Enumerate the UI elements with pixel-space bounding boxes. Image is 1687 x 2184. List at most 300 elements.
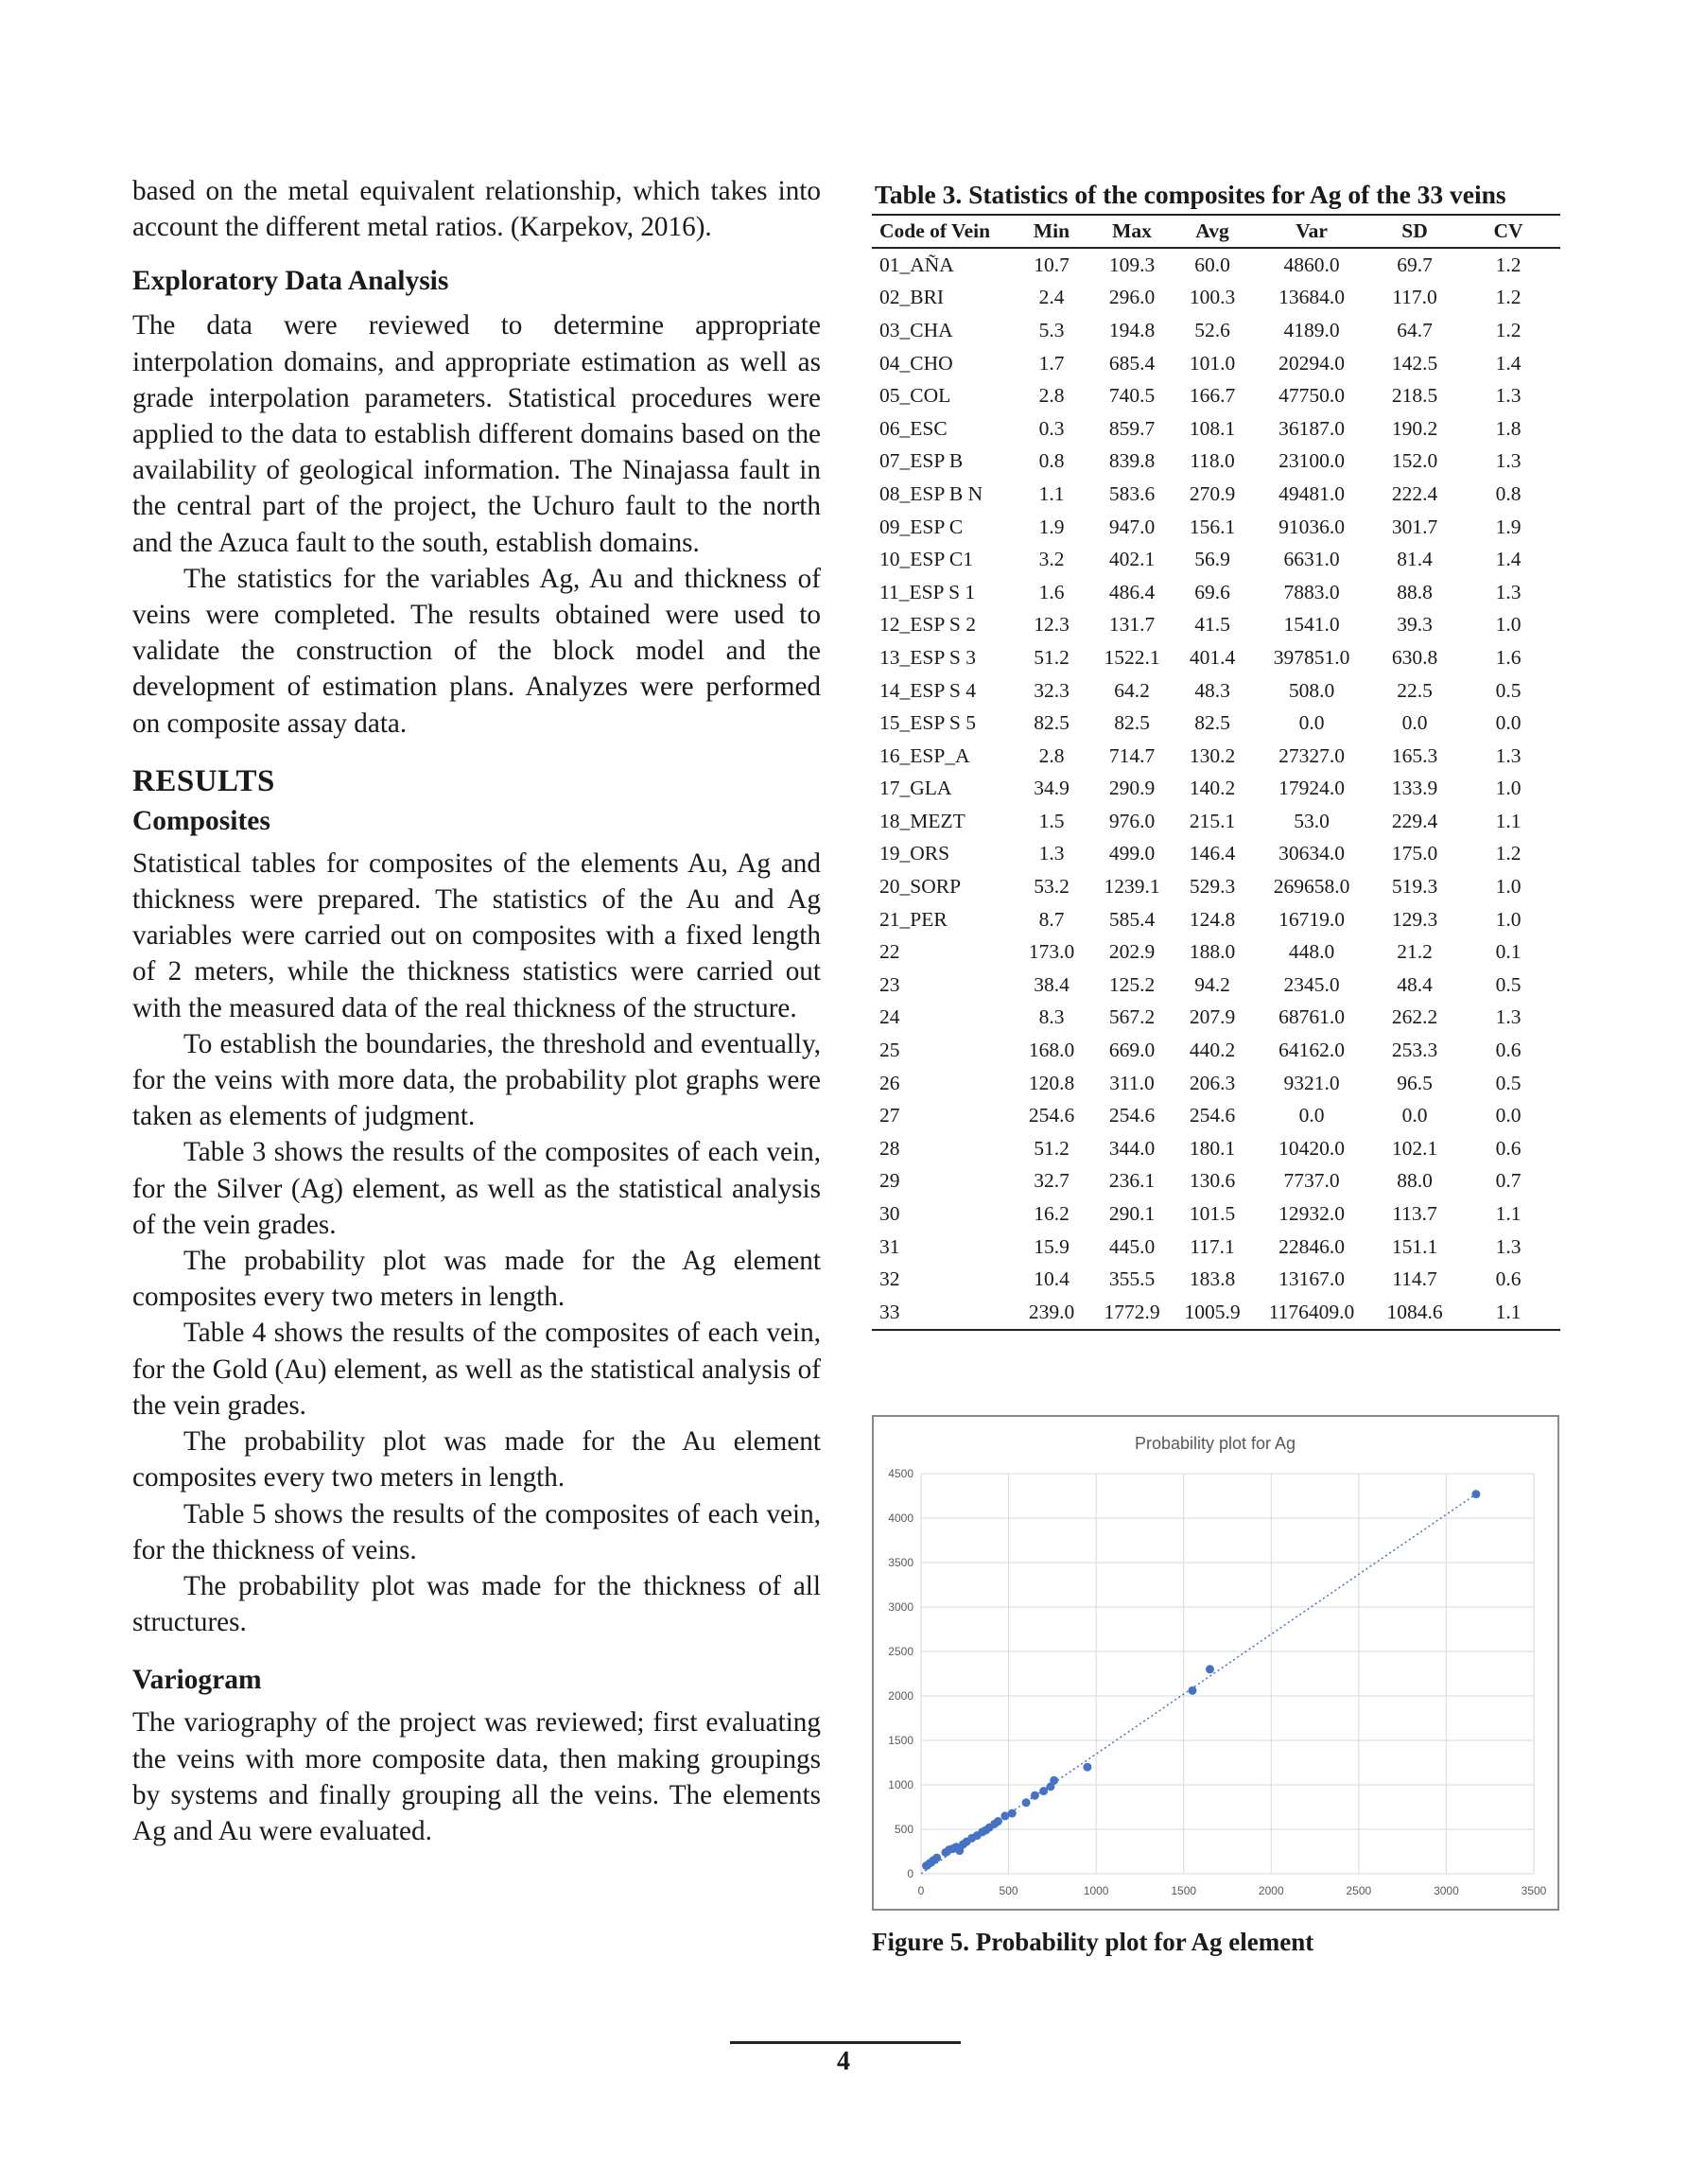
table-cell: 20294.0: [1278, 351, 1345, 375]
table-cell: 188.0: [1189, 940, 1236, 964]
table-cell: 194.8: [1108, 318, 1156, 341]
table-cell: 344.0: [1108, 1136, 1156, 1160]
table-cell: 13167.0: [1278, 1267, 1345, 1291]
table-row: [872, 870, 1560, 903]
table-cell: 1.2: [1495, 286, 1522, 309]
vein-code-cell: 30: [879, 1202, 900, 1226]
table-cell: 82.5: [1194, 711, 1230, 735]
table-body: [872, 248, 1560, 1330]
column-header: CV: [1456, 215, 1560, 248]
table-cell: 1084.6: [1373, 1296, 1456, 1330]
table-cell: 64162.0: [1278, 1039, 1345, 1062]
table-cell: 88.0: [1397, 1169, 1433, 1193]
probability-plot-chart: [874, 1417, 1557, 1909]
table-cell: 290.1: [1108, 1202, 1156, 1226]
table-cell: 1.1: [1038, 481, 1065, 505]
table-cell: 1772.9: [1089, 1296, 1174, 1330]
table-row: [872, 543, 1560, 576]
variogram-heading: Variogram: [132, 1665, 262, 1696]
table-3: [872, 180, 1560, 1331]
table-cell: 15.9: [1034, 1234, 1070, 1258]
table-cell: 0.6: [1495, 1136, 1522, 1160]
table-row: [872, 838, 1560, 871]
table-row: [872, 740, 1560, 773]
y-tick-label: 1000: [888, 1778, 913, 1791]
vein-code-cell: 17_GLA: [879, 777, 952, 800]
table-cell: 34.9: [1034, 777, 1070, 800]
intro-paragraph: based on the metal equivalent relationship, which takes into account the different metal ratios. (Karpekov, 2016).: [132, 176, 821, 243]
table-row: [872, 674, 1560, 708]
table-cell: 16719.0: [1278, 907, 1345, 931]
vein-code-cell: 06_ESC: [879, 416, 948, 440]
data-point: [1050, 1776, 1058, 1785]
table-cell: 47750.0: [1278, 384, 1345, 408]
table-cell: 96.5: [1397, 1071, 1433, 1094]
column-header: SD: [1373, 215, 1456, 248]
table-cell: 69.7: [1397, 253, 1433, 276]
table-row: [872, 1132, 1560, 1165]
table-cell: 1.3: [1495, 1234, 1522, 1258]
table-cell: 39.3: [1397, 613, 1433, 637]
table-cell: 1.6: [1038, 580, 1065, 603]
table-cell: 1.1: [1456, 1296, 1560, 1330]
table-cell: 1.1: [1495, 1202, 1522, 1226]
table-cell: 1.3: [1495, 580, 1522, 603]
vein-code-cell: 12_ESP S 2: [879, 613, 976, 637]
table-cell: 0.6: [1495, 1267, 1522, 1291]
table-cell: 567.2: [1108, 1005, 1156, 1029]
table-cell: 82.5: [1114, 711, 1150, 735]
vein-code-cell: 04_CHO: [879, 351, 953, 375]
table-cell: 239.0: [1014, 1296, 1089, 1330]
table-cell: 0.1: [1495, 940, 1522, 964]
table-cell: 173.0: [1028, 940, 1075, 964]
table-cell: 1.0: [1495, 777, 1522, 800]
x-tick-label: 3000: [1434, 1884, 1459, 1897]
table-cell: 129.3: [1391, 907, 1438, 931]
table-cell: 1.3: [1495, 1005, 1522, 1029]
table-cell: 685.4: [1108, 351, 1156, 375]
table-cell: 1005.9: [1174, 1296, 1250, 1330]
x-tick-label: 0: [917, 1884, 925, 1897]
y-tick-label: 4500: [888, 1467, 913, 1480]
table-cell: 32.7: [1034, 1169, 1070, 1193]
table-cell: 2.4: [1038, 286, 1065, 309]
x-axis-ticks: [918, 1884, 1547, 1897]
table-cell: 131.7: [1108, 613, 1156, 637]
y-tick-label: 1500: [888, 1734, 913, 1747]
table-cell: 22846.0: [1278, 1234, 1345, 1258]
vein-code-cell: 22: [879, 940, 900, 964]
table-cell: 859.7: [1108, 416, 1156, 440]
table-cell: 6631.0: [1283, 548, 1340, 571]
table-cell: 10.4: [1034, 1267, 1070, 1291]
vein-code-cell: 27: [879, 1104, 900, 1127]
y-tick-label: 0: [907, 1867, 913, 1880]
table-cell: 114.7: [1392, 1267, 1437, 1291]
table-cell: 117.1: [1190, 1234, 1235, 1258]
table-cell: 0.0: [1401, 1104, 1428, 1127]
table-cell: 669.0: [1108, 1039, 1156, 1062]
vein-code-cell: 02_BRI: [879, 286, 945, 309]
column-header: Code of Vein: [872, 215, 1014, 248]
eda-heading: Exploratory Data Analysis: [132, 266, 449, 297]
table-cell: 10420.0: [1278, 1136, 1345, 1160]
table-cell: 5.3: [1038, 318, 1065, 341]
table-row: [872, 773, 1560, 806]
vein-code-cell: 21_PER: [879, 907, 948, 931]
table-cell: 9321.0: [1283, 1071, 1340, 1094]
table-cell: 166.7: [1189, 384, 1236, 408]
table-cell: 108.1: [1189, 416, 1236, 440]
vein-code-cell: 09_ESP C: [879, 515, 964, 538]
vein-code-cell: 03_CHA: [879, 318, 953, 341]
vein-code-cell: 26: [879, 1071, 900, 1094]
table-cell: 168.0: [1028, 1039, 1075, 1062]
composites-heading: Composites: [132, 805, 270, 836]
y-tick-label: 500: [894, 1823, 913, 1836]
table-cell: 68761.0: [1278, 1005, 1345, 1029]
vein-code-cell: 31: [879, 1234, 900, 1258]
composites-paragraph-5: Table 4 shows the results of the composites of each vein, for the Gold (Au) element, as well as the statistical analysis of the vein grades.: [132, 1318, 821, 1421]
table-cell: 142.5: [1391, 351, 1438, 375]
table-cell: 23100.0: [1278, 449, 1345, 473]
footer-rule: [730, 2041, 961, 2044]
table-cell: 7883.0: [1283, 580, 1340, 603]
table-cell: 101.5: [1189, 1202, 1236, 1226]
x-tick-label: 1000: [1083, 1884, 1109, 1897]
vein-code-cell: 32: [879, 1267, 900, 1291]
table-cell: 1.3: [1495, 743, 1522, 767]
table-row: [872, 609, 1560, 642]
vein-code-cell: 25: [879, 1039, 900, 1062]
table-cell: 254.6: [1108, 1104, 1156, 1127]
table-cell: 91036.0: [1278, 515, 1345, 538]
vein-code-cell: 08_ESP B N: [879, 481, 983, 505]
table-cell: 202.9: [1108, 940, 1156, 964]
table-cell: 0.0: [1495, 1104, 1522, 1127]
table-cell: 117.0: [1392, 286, 1437, 309]
probability-plot-figure: [872, 1415, 1559, 1911]
x-tick-label: 3500: [1521, 1884, 1547, 1897]
table-cell: 180.1: [1189, 1136, 1236, 1160]
table-cell: 48.3: [1194, 678, 1230, 702]
table-cell: 4860.0: [1283, 253, 1340, 276]
table-cell: 1.3: [1495, 384, 1522, 408]
table-row: [872, 347, 1560, 380]
table-cell: 0.7: [1495, 1169, 1522, 1193]
table-cell: 585.4: [1108, 907, 1156, 931]
table-cell: 16.2: [1034, 1202, 1070, 1226]
table-cell: 88.8: [1397, 580, 1433, 603]
vein-code-cell: 07_ESP B: [879, 449, 964, 473]
table-cell: 207.9: [1189, 1005, 1236, 1029]
table-cell: 51.2: [1034, 1136, 1070, 1160]
table-cell: 48.4: [1397, 972, 1433, 996]
table-cell: 0.5: [1495, 1071, 1522, 1094]
table-cell: 41.5: [1194, 613, 1230, 637]
table-cell: 1.2: [1495, 842, 1522, 865]
vein-code-cell: 01_AÑA: [879, 253, 954, 276]
table-cell: 448.0: [1288, 940, 1335, 964]
composites-paragraph-1: Statistical tables for composites of the elements Au, Ag and thickness were prepared. The statistics of the Au and Ag variables were carried out on composites with a fixed length of 2 meters, while the thickness statistics were carried out with the measured data of the real thickness of the structure.: [132, 847, 821, 1023]
table-row: [872, 1197, 1560, 1231]
table-cell: 222.4: [1391, 481, 1438, 505]
table-cell: 519.3: [1391, 875, 1438, 899]
vein-code-cell: 10_ESP C1: [879, 548, 973, 571]
table-cell: 130.6: [1189, 1169, 1236, 1193]
table-row: [872, 412, 1560, 446]
table-cell: 56.9: [1194, 548, 1230, 571]
table-cell: 1.1: [1495, 809, 1522, 832]
table-row: [872, 248, 1560, 282]
table-cell: 1.5: [1038, 809, 1065, 832]
table-cell: 397851.0: [1273, 645, 1350, 669]
data-point: [1206, 1665, 1214, 1673]
table-cell: 51.2: [1034, 645, 1070, 669]
vein-code-cell: 18_MEZT: [879, 809, 965, 832]
table-cell: 0.5: [1495, 972, 1522, 996]
table-row: [872, 903, 1560, 936]
vein-code-cell: 28: [879, 1136, 900, 1160]
data-point: [1188, 1686, 1196, 1695]
table-cell: 0.0: [1298, 1104, 1325, 1127]
column-header: Var: [1250, 215, 1373, 248]
x-tick-label: 500: [999, 1884, 1018, 1897]
table-cell: 0.6: [1495, 1039, 1522, 1062]
y-tick-label: 3500: [888, 1556, 913, 1569]
table-cell: 146.4: [1189, 842, 1236, 865]
table-cell: 1.9: [1038, 515, 1065, 538]
table-row: [872, 1296, 1560, 1330]
table-row: [872, 576, 1560, 609]
table-cell: 229.4: [1391, 809, 1438, 832]
data-point: [994, 1817, 1002, 1826]
table-cell: 125.2: [1108, 972, 1156, 996]
table-cell: 156.1: [1189, 515, 1236, 538]
composites-paragraph-4: The probability plot was made for the Ag element composites every two meters in length.: [132, 1246, 821, 1313]
table-cell: 81.4: [1397, 548, 1433, 571]
table-row: [872, 379, 1560, 412]
vein-code-cell: 20_SORP: [879, 875, 962, 899]
column-header: Min: [1014, 215, 1089, 248]
vein-code-cell: 14_ESP S 4: [879, 678, 976, 702]
table-cell: 0.8: [1038, 449, 1065, 473]
table-cell: 630.8: [1391, 645, 1438, 669]
x-tick-label: 2000: [1258, 1884, 1284, 1897]
figure-caption: Figure 5. Probability plot for Ag element: [872, 1928, 1314, 1956]
x-tick-label: 2500: [1346, 1884, 1372, 1897]
table-cell: 253.3: [1391, 1039, 1438, 1062]
table-cell: 12932.0: [1278, 1202, 1345, 1226]
table-cell: 269658.0: [1273, 875, 1350, 899]
data-point: [1022, 1798, 1031, 1807]
data-point: [1031, 1791, 1039, 1800]
table-cell: 183.8: [1189, 1267, 1236, 1291]
table-cell: 2.8: [1038, 743, 1065, 767]
composites-paragraph-2: To establish the boundaries, the threshold and eventually, for the veins with more data, the probability plot graphs were taken as elements of judgment.: [132, 1028, 821, 1132]
table-header-row: [872, 215, 1560, 248]
column-header: Max: [1089, 215, 1174, 248]
table-cell: 1.0: [1495, 613, 1522, 637]
table-row: [872, 1002, 1560, 1035]
table-cell: 27327.0: [1278, 743, 1345, 767]
table-cell: 499.0: [1108, 842, 1156, 865]
vein-code-cell: 33: [872, 1296, 1014, 1330]
composites-paragraph-8: The probability plot was made for the thickness of all structures.: [132, 1570, 821, 1638]
table-cell: 1522.1: [1104, 645, 1160, 669]
table-row: [872, 935, 1560, 969]
table-row: [872, 282, 1560, 315]
y-tick-label: 4000: [888, 1511, 913, 1525]
table-cell: 402.1: [1108, 548, 1156, 571]
table-cell: 3.2: [1038, 548, 1065, 571]
table-cell: 254.6: [1189, 1104, 1236, 1127]
table-cell: 0.8: [1495, 481, 1522, 505]
data-point: [932, 1854, 941, 1862]
table-row: [872, 641, 1560, 674]
table-cell: 218.5: [1391, 384, 1438, 408]
vein-code-cell: 16_ESP_A: [879, 743, 970, 767]
table-cell: 947.0: [1108, 515, 1156, 538]
table-cell: 101.0: [1189, 351, 1236, 375]
table-cell: 0.0: [1401, 711, 1428, 735]
table-caption: Table 3. Statistics of the composites for Ag of the 33 veins: [875, 180, 1506, 209]
table-cell: 52.6: [1194, 318, 1230, 341]
composites-paragraph-7: Table 5 shows the results of the composites of each vein, for the thickness of veins.: [132, 1498, 821, 1565]
vein-code-cell: 11_ESP S 1: [879, 580, 976, 603]
left-column: [132, 173, 821, 1849]
table-cell: 0.0: [1298, 711, 1325, 735]
y-tick-label: 2000: [888, 1689, 913, 1703]
statistics-table: [872, 214, 1560, 1331]
table-row: [872, 1034, 1560, 1067]
table-row: [872, 805, 1560, 838]
table-cell: 714.7: [1108, 743, 1156, 767]
table-cell: 508.0: [1288, 678, 1335, 702]
table-cell: 53.2: [1034, 875, 1070, 899]
table-cell: 1176409.0: [1250, 1296, 1373, 1330]
table-cell: 4189.0: [1283, 318, 1340, 341]
y-tick-label: 2500: [888, 1645, 913, 1658]
table-cell: 0.3: [1038, 416, 1065, 440]
table-cell: 140.2: [1189, 777, 1236, 800]
table-cell: 1.3: [1038, 842, 1065, 865]
y-axis-ticks: [888, 1467, 913, 1880]
table-cell: 12.3: [1034, 613, 1070, 637]
table-cell: 290.9: [1108, 777, 1156, 800]
table-cell: 0.0: [1495, 711, 1522, 735]
table-cell: 38.4: [1034, 972, 1070, 996]
table-cell: 1541.0: [1283, 613, 1340, 637]
table-cell: 1.8: [1495, 416, 1522, 440]
table-cell: 301.7: [1391, 515, 1438, 538]
table-cell: 64.2: [1114, 678, 1150, 702]
table-cell: 175.0: [1391, 842, 1438, 865]
data-points: [922, 1490, 1480, 1870]
table-cell: 82.5: [1034, 711, 1070, 735]
table-cell: 49481.0: [1278, 481, 1345, 505]
table-cell: 94.2: [1194, 972, 1230, 996]
vein-code-cell: 05_COL: [879, 384, 951, 408]
table-cell: 1.4: [1495, 351, 1522, 375]
table-cell: 36187.0: [1278, 416, 1345, 440]
x-tick-label: 1500: [1171, 1884, 1197, 1897]
vein-code-cell: 23: [879, 972, 900, 996]
table-cell: 22.5: [1397, 678, 1433, 702]
table-row: [872, 1165, 1560, 1198]
table-cell: 8.3: [1038, 1005, 1065, 1029]
table-row: [872, 969, 1560, 1002]
table-cell: 64.7: [1397, 318, 1433, 341]
eda-paragraph-2: The statistics for the variables Ag, Au and thickness of veins were completed. The results obtained were used to validate the construction of the block model and the development of estimation plans. Analyzes were performed on composite assay data.: [132, 563, 821, 739]
composites-paragraph-3: Table 3 shows the results of the composites of each vein, for the Silver (Ag) element, as well as the statistical analysis of the vein grades.: [132, 1137, 821, 1240]
column-header: Avg: [1174, 215, 1250, 248]
table-cell: 1.3: [1495, 449, 1522, 473]
table-cell: 10.7: [1034, 253, 1070, 276]
table-cell: 2.8: [1038, 384, 1065, 408]
table-cell: 1.0: [1495, 875, 1522, 899]
table-cell: 262.2: [1391, 1005, 1438, 1029]
table-cell: 1.6: [1495, 645, 1522, 669]
table-row: [872, 1099, 1560, 1132]
data-point: [1083, 1763, 1091, 1772]
table-cell: 53.0: [1294, 809, 1330, 832]
page-number: 4: [837, 2047, 850, 2076]
table-cell: 486.4: [1108, 580, 1156, 603]
table-cell: 109.3: [1108, 253, 1156, 276]
table-cell: 254.6: [1028, 1104, 1075, 1127]
table-cell: 1.7: [1038, 351, 1065, 375]
table-cell: 30634.0: [1278, 842, 1345, 865]
vein-code-cell: 29: [879, 1169, 900, 1193]
table-cell: 118.0: [1190, 449, 1235, 473]
table-cell: 1.9: [1495, 515, 1522, 538]
table-row: [872, 314, 1560, 347]
table-cell: 236.1: [1108, 1169, 1156, 1193]
table-cell: 151.1: [1391, 1234, 1438, 1258]
table-cell: 69.6: [1194, 580, 1230, 603]
table-row: [872, 707, 1560, 740]
table-cell: 1.2: [1495, 318, 1522, 341]
table-cell: 355.5: [1108, 1267, 1156, 1291]
data-point: [1008, 1809, 1017, 1818]
table-cell: 21.2: [1397, 940, 1433, 964]
table-cell: 13684.0: [1278, 286, 1345, 309]
table-cell: 130.2: [1189, 743, 1236, 767]
table-cell: 7737.0: [1283, 1169, 1340, 1193]
table-cell: 1239.1: [1104, 875, 1160, 899]
table-row: [872, 1067, 1560, 1100]
eda-paragraph-1: The data were reviewed to determine appropriate interpolation domains, and appropriate estimation as well as grade interpolation parameters. Statistical procedures were applied to the data to establish different domains based on the availability of geological information. The Ninajassa fault in the central part of the project, the Uchuro fault to the north and the Azuca fault to the south, establish domains.: [132, 310, 821, 558]
table-cell: 102.1: [1391, 1136, 1438, 1160]
table-cell: 1.2: [1495, 253, 1522, 276]
table-cell: 1.0: [1495, 907, 1522, 931]
table-cell: 215.1: [1189, 809, 1236, 832]
table-cell: 206.3: [1189, 1071, 1236, 1094]
variogram-paragraph: The variography of the project was reviewed; first evaluating the veins with more composite data, then making groupings by systems and finally grouping all the veins. The elements Ag and Au were evaluated.: [132, 1707, 821, 1846]
table-cell: 311.0: [1109, 1071, 1155, 1094]
table-cell: 8.7: [1038, 907, 1065, 931]
table-cell: 190.2: [1391, 416, 1438, 440]
data-point: [1471, 1490, 1480, 1498]
table-cell: 839.8: [1108, 449, 1156, 473]
table-row: [872, 511, 1560, 544]
table-row: [872, 1231, 1560, 1264]
table-cell: 296.0: [1108, 286, 1156, 309]
table-cell: 120.8: [1028, 1071, 1075, 1094]
table-cell: 165.3: [1391, 743, 1438, 767]
